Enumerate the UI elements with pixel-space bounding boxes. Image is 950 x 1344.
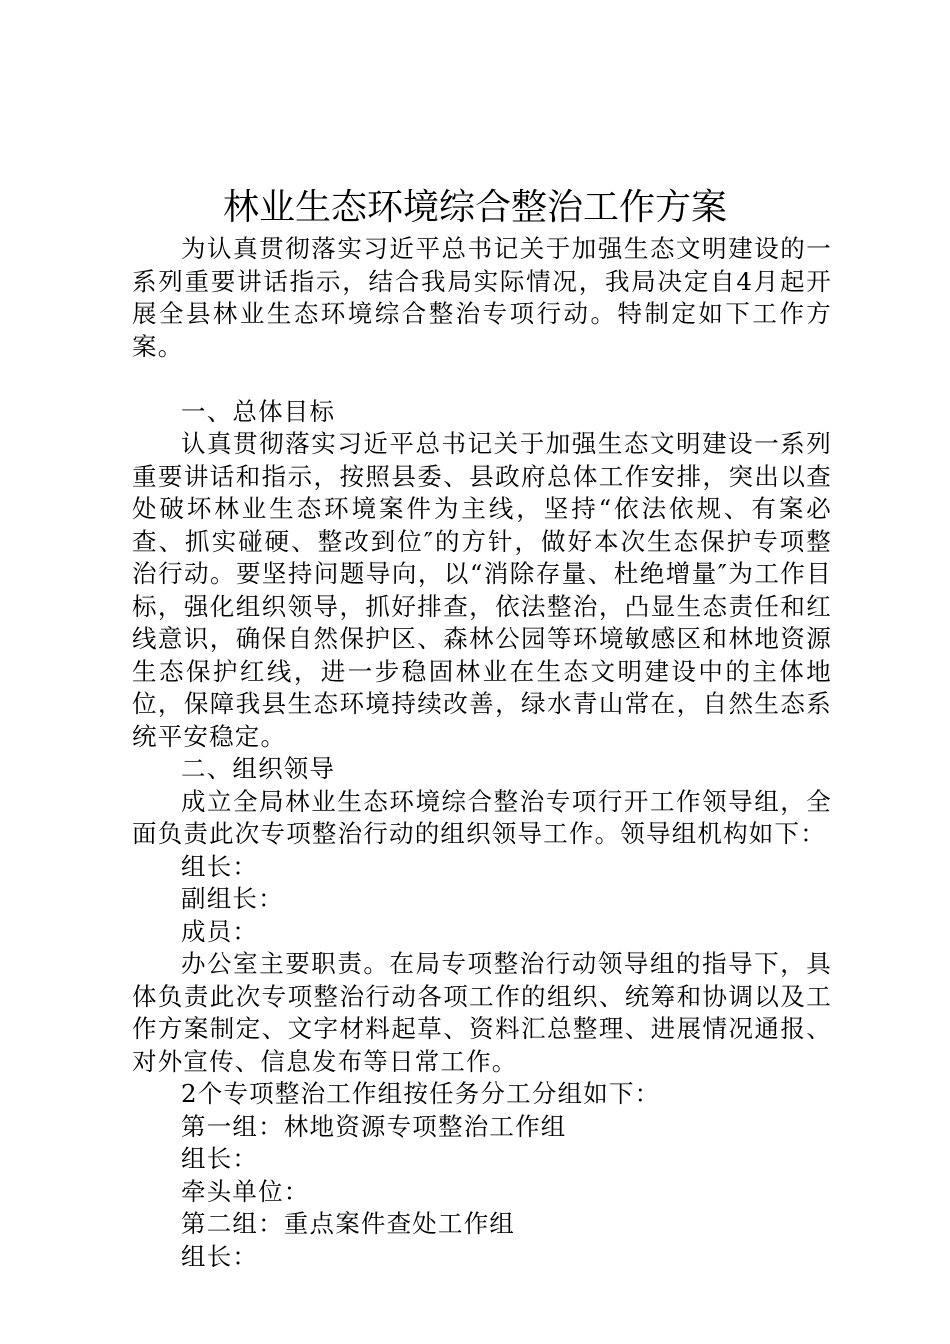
work-groups-intro: 2个专项整治工作组按任务分工分组如下： [181, 1079, 661, 1108]
intro-paragraph: 为认真贯彻落实习近平总书记关于加强生态文明建设的一系列重要讲话指示，结合我局实际情况，我局决定自4月起开展全县林业生态环境综合整治专项行动。特制定如下工作方案。 [132, 234, 832, 361]
organization-paragraph: 成立全局林业生态环境综合整治专项行开工作领导组，全面负责此次专项整治行动的组织领导工作。领导组机构如下： [132, 786, 832, 848]
members-line: 成员： [181, 916, 259, 946]
group-one-lead-unit-line: 牵头单位： [181, 1176, 310, 1206]
section-heading-overall-goal: 一、总体目标 [181, 396, 336, 426]
leader-line: 组长： [181, 851, 259, 881]
deputy-leader-line: 副组长： [181, 884, 284, 913]
overall-goal-paragraph: 认真贯彻落实习近平总书记关于加强生态文明建设一系列重要讲话和指示，按照县委、县政府总体工作安排，突出以查处破坏林业生态环境案件为主线，坚持“依法依规、有案必查、抓实碰硬、整改到位″的方针，做好本次生态保护专项整治行动。要坚持问题导向，以“消除存量、杜绝增量″为工作目标，强化组织领导，抓好排查，依法整治，凸显生态责任和红线意识，确保自然保护区、森林公园等环境敏感区和林地资源生态保护红线，进一步稳固林业在生态文明建设中的主体地位，保障我县生态环境持续改善，绿水青山常在，自然生态系统平安稳定。 [132, 429, 832, 751]
group-one-title: 第一组：林地资源专项整治工作组 [181, 1111, 567, 1141]
group-two-leader-line: 组长： [181, 1241, 259, 1271]
document-body [132, 233, 832, 1273]
group-one-leader-line: 组长： [181, 1144, 259, 1173]
document-title: 林业生态环境综合整治工作方案 [222, 187, 727, 228]
office-duties-paragraph: 办公室主要职责。在局专项整治行动领导组的指导下，具体负责此次专项整治行动各项工作的组织、统筹和协调以及工作方案制定、文字材料起草、资料汇总整理、进展情况通报、对外宣传、信息发布等日常工作。 [132, 949, 832, 1076]
group-two-title: 第二组：重点案件查处工作组 [181, 1209, 516, 1238]
section-heading-organization: 二、组织领导 [181, 754, 336, 783]
